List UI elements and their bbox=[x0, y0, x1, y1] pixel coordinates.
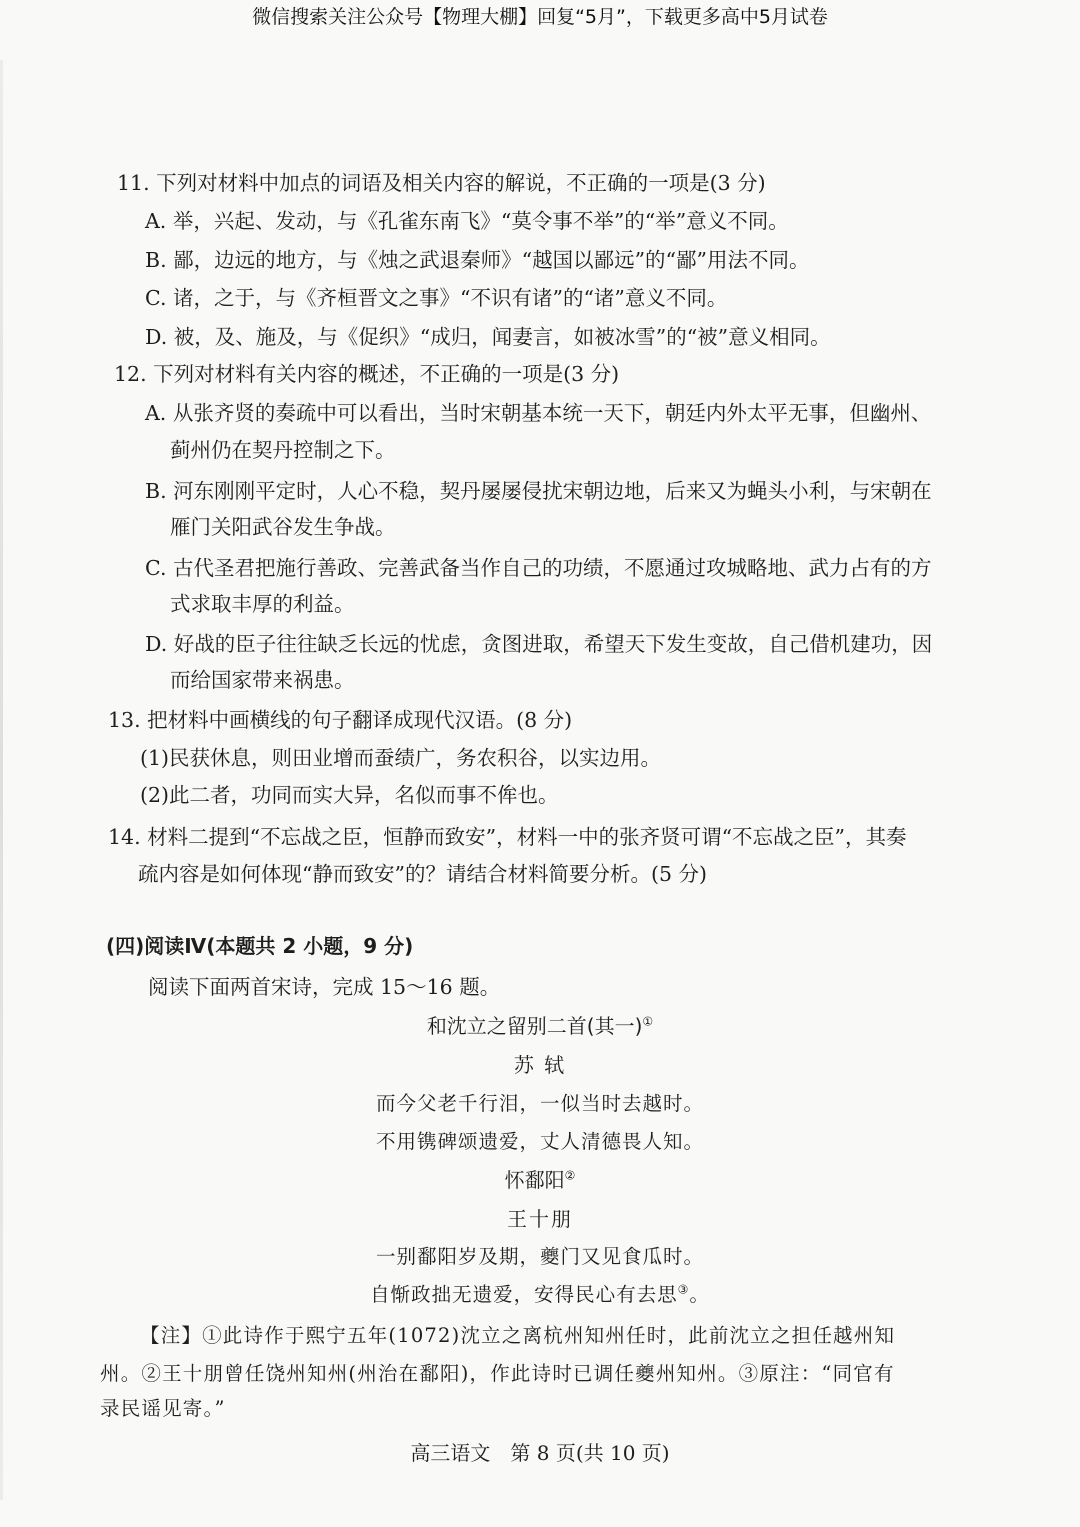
q13-stem: 13. 把材料中画横线的句子翻译成现代汉语。(8 分) bbox=[108, 708, 573, 732]
poem-1-title: 和沈立之留别二首(其一)① bbox=[426, 1014, 654, 1038]
poem-1-line-2: 不用镌碑颂遗爱，丈人清德畏人知。 bbox=[375, 1130, 704, 1153]
q11-option-a: A. 举，兴起、发动，与《孔雀东南飞》“莫令事不举”的“举”意义不同。 bbox=[145, 209, 789, 233]
poem-2-line-2: 自惭政拙无遗爱，安得民心有去思③。 bbox=[370, 1282, 710, 1306]
note-line-3: 录民谣见寄。” bbox=[100, 1397, 226, 1420]
q14-line-1: 14. 材料二提到“不忘战之臣，恒静而致安”，材料一中的张齐贤可谓“不忘战之臣”，其奏 bbox=[108, 825, 907, 849]
q12-option-d-line1: D. 好战的臣子往往缺乏长远的忧虑，贪图进取，希望天下发生变故，自己借机建功，因 bbox=[145, 632, 933, 656]
poem-2-title: 怀鄱阳② bbox=[504, 1168, 576, 1192]
section-4-intro: 阅读下面两首宋诗，完成 15～16 题。 bbox=[148, 975, 501, 999]
top-banner: 微信搜索关注公众号【物理大棚】回复“5月”，下载更多高中5月试卷 bbox=[252, 6, 828, 28]
q11-stem: 11. 下列对材料中加点的词语及相关内容的解说，不正确的一项是(3 分) bbox=[117, 171, 766, 195]
q12-stem: 12. 下列对材料有关内容的概述，不正确的一项是(3 分) bbox=[114, 362, 620, 386]
q12-option-d-line2: 而给国家带来祸患。 bbox=[170, 668, 355, 692]
q12-option-c-line2: 式求取丰厚的利益。 bbox=[170, 592, 355, 616]
q11-option-d: D. 被，及、施及，与《促织》“成归，闻妻言，如被冰雪”的“被”意义相同。 bbox=[145, 325, 831, 349]
q12-option-b-line2: 雁门关阳武谷发生争战。 bbox=[170, 515, 396, 539]
q12-option-a-line1: A. 从张齐贤的奏疏中可以看出，当时宋朝基本统一天下，朝廷内外太平无事，但幽州、 bbox=[145, 401, 932, 425]
footnote-marker-1: ① bbox=[642, 1014, 654, 1029]
note-line-1: 【注】①此诗作于熙宁五年(1072)沈立之离杭州知州任时，此前沈立之担任越州知 bbox=[140, 1324, 896, 1347]
poem-2-author: 王十朋 bbox=[507, 1207, 573, 1231]
q14-line-2: 疏内容是如何体现“静而致安”的？请结合材料简要分析。(5 分) bbox=[138, 862, 708, 886]
poem-2-line-1: 一别鄱阳岁及期，夔门又见食瓜时。 bbox=[375, 1245, 704, 1268]
q11-option-c: C. 诸，之于，与《齐桓晋文之事》“不识有诸”的“诸”意义不同。 bbox=[145, 286, 728, 310]
note-line-2: 州。②王十朋曾任饶州知州(州治在鄱阳)，作此诗时已调任夔州知州。③原注：“同官有 bbox=[100, 1362, 895, 1385]
poem-1-line-1: 而今父老千行泪，一似当时去越时。 bbox=[375, 1092, 704, 1115]
q12-option-a-line2: 蓟州仍在契丹控制之下。 bbox=[170, 438, 396, 462]
q13-sentence-2: (2)此二者，功同而实大异，名似而事不侔也。 bbox=[140, 783, 559, 807]
q13-sentence-1: (1)民获休息，则田业增而蚕绩广，务农积谷，以实边用。 bbox=[140, 746, 662, 770]
footnote-marker-3: ③ bbox=[677, 1282, 690, 1297]
q12-option-c-line1: C. 古代圣君把施行善政、完善武备当作自己的功绩，不愿通过攻城略地、武力占有的方 bbox=[145, 556, 932, 580]
q11-option-b: B. 鄙，边远的地方，与《烛之武退秦师》“越国以鄙远”的“鄙”用法不同。 bbox=[145, 248, 810, 272]
footnote-marker-2: ② bbox=[564, 1168, 576, 1183]
poem-1-author: 苏 轼 bbox=[513, 1053, 567, 1077]
section-4-heading: (四)阅读Ⅳ(本题共 2 小题，9 分) bbox=[106, 934, 414, 958]
q12-option-b-line1: B. 河东刚刚平定时，人心不稳，契丹屡屡侵扰宋朝边地，后来又为蝇头小利，与宋朝在 bbox=[145, 479, 932, 503]
page-footer: 高三语文 第 8 页(共 10 页) bbox=[410, 1441, 670, 1465]
